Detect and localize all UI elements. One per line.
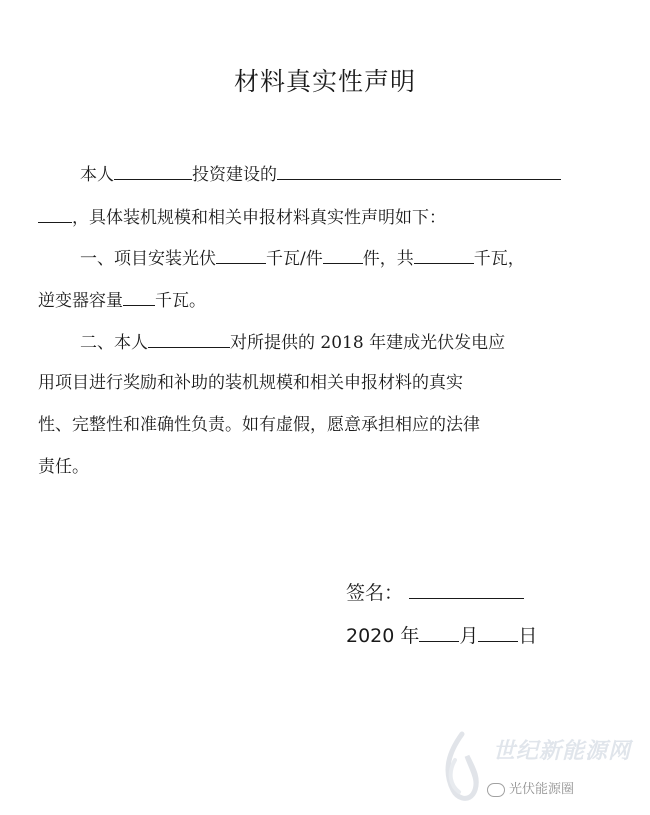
date-month: 月 xyxy=(459,625,479,647)
watermark-site-name: 世纪新能源网 xyxy=(493,739,632,764)
month-blank xyxy=(419,619,459,642)
paragraph-3-line-2: 用项目进行奖励和补助的装机规模和相关申报材料的真实 xyxy=(38,373,463,393)
watermark xyxy=(435,728,650,813)
p1-text-a: 本人 xyxy=(80,165,114,185)
paragraph-1-line-1 xyxy=(38,161,598,187)
panel-power-blank xyxy=(216,245,266,264)
p3-text-a: 二、本人 xyxy=(80,333,148,353)
p2-text-e: 逆变器容量 xyxy=(38,291,123,311)
paragraph-3-line-3: 性、完整性和准确性负责。如有虚假，愿意承担相应的法律 xyxy=(38,415,480,435)
p3-text-b: 对所提供的 2018 年建成光伏发电应 xyxy=(230,333,506,353)
day-blank xyxy=(478,619,518,642)
total-power-blank xyxy=(414,245,474,264)
project-name-blank xyxy=(277,161,561,180)
p2-text-c: 件，共 xyxy=(362,249,414,269)
date-day: 日 xyxy=(518,625,538,647)
p2-text-b: 千瓦/件 xyxy=(266,249,323,269)
declarant-name-blank xyxy=(148,329,230,348)
investor-name-blank xyxy=(114,161,192,180)
inverter-capacity-blank xyxy=(123,287,155,306)
date-year: 2020 年 xyxy=(346,625,420,647)
signature-line xyxy=(346,576,524,605)
panel-count-blank xyxy=(323,245,363,264)
signature-blank xyxy=(409,576,524,599)
paragraph-3-line-1 xyxy=(38,329,598,355)
p2-text-d: 千瓦， xyxy=(473,249,525,269)
project-name-blank-cont xyxy=(38,204,72,223)
flame-logo-icon xyxy=(437,730,487,810)
document-title: 材料真实性声明 xyxy=(233,67,416,96)
date-line xyxy=(346,619,537,648)
watermark-account-name: 光伏能源圈 xyxy=(509,782,575,797)
p2-text-f: 千瓦。 xyxy=(155,291,206,311)
paragraph-2-line-1 xyxy=(38,245,598,271)
signature-label: 签名： xyxy=(346,582,404,604)
paragraph-2-line-2 xyxy=(38,287,598,313)
p1-text-c: ，具体装机规模和相关申报材料真实性声明如下： xyxy=(72,208,446,228)
p1-text-b: 投资建设的 xyxy=(192,165,277,185)
paragraph-3-line-4: 责任。 xyxy=(38,457,89,477)
watermark-account xyxy=(487,778,574,797)
wechat-icon xyxy=(487,783,505,797)
paragraph-1-line-2 xyxy=(38,204,598,230)
p2-text-a: 一、项目安装光伏 xyxy=(80,249,216,269)
